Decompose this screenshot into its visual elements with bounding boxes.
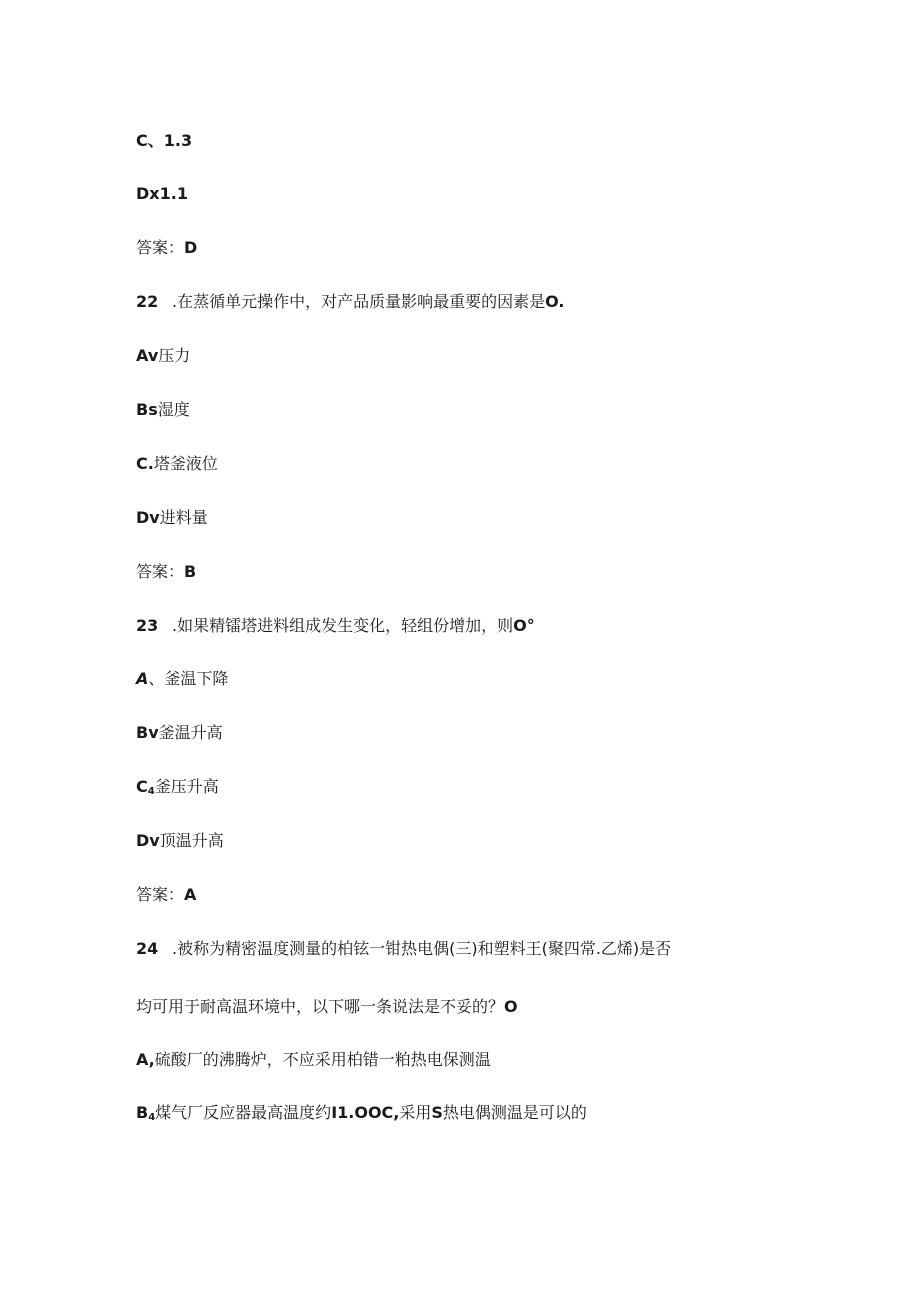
option-d-q22 <box>136 508 208 528</box>
question-24 <box>136 939 671 959</box>
option-label: Bv <box>136 723 159 742</box>
option-text: 热电偶测温是可以的 <box>442 1103 587 1122</box>
question-number: 23 <box>136 616 159 635</box>
question-23 <box>136 616 535 636</box>
option-a-q22 <box>136 346 190 366</box>
answer-value: D <box>184 238 198 257</box>
option-label: Av <box>136 346 159 365</box>
option-text: 采用 <box>399 1103 432 1122</box>
answer-label: 答案： <box>136 238 185 257</box>
option-text: 进料量 <box>159 508 208 527</box>
option-text: 煤气厂反应器最高温度约 <box>155 1103 332 1122</box>
option-text-value: I1.OOC, <box>331 1103 400 1122</box>
option-text: 压力 <box>158 346 191 365</box>
question-24-continued <box>136 997 518 1017</box>
option-c-q23 <box>136 777 219 802</box>
option-label-subscript: 4 <box>148 1112 156 1123</box>
question-22 <box>136 292 564 312</box>
option-text-value: S <box>431 1103 443 1122</box>
answer-value: B <box>184 562 197 581</box>
option-text: 、釜温下降 <box>148 669 229 688</box>
option-label-subscript: 4 <box>147 786 155 797</box>
answer-label: 答案： <box>136 885 185 904</box>
answer-q23 <box>136 885 196 905</box>
question-blank: O° <box>513 616 535 635</box>
question-number: 24 <box>136 939 159 958</box>
option-text: 釜温升高 <box>158 723 223 742</box>
option-text: 顶温升高 <box>159 831 224 850</box>
question-text: .在蒸循单元操作中，对产品质量影响最重要的因素是 <box>172 292 546 311</box>
option-label: Dv <box>136 508 160 527</box>
option-label: C <box>136 777 148 796</box>
option-label: Bs <box>136 400 158 419</box>
question-blank: O <box>504 997 518 1016</box>
answer-value: A <box>184 885 197 904</box>
option-text: 塔釜液位 <box>153 454 218 473</box>
option-text: 湿度 <box>157 400 190 419</box>
option-b-q22 <box>136 400 190 420</box>
option-label: Dv <box>136 831 160 850</box>
option-b-q23 <box>136 723 223 743</box>
question-text: .如果精镭塔进料组成发生变化，轻组份增加，则 <box>172 616 514 635</box>
option-c-q21 <box>136 131 192 151</box>
question-text: 均可用于耐高温环境中，以下哪一条说法是不妥的？ <box>136 997 505 1016</box>
option-c-q22 <box>136 454 218 474</box>
option-d-q23 <box>136 831 224 851</box>
option-label: C. <box>136 454 154 473</box>
option-label: A <box>136 669 149 688</box>
option-text: Dx1.1 <box>136 184 188 203</box>
question-number: 22 <box>136 292 159 311</box>
question-text: .被称为精密温度测量的柏铉一钳热电偶(三)和塑料王(聚四常.乙烯)是否 <box>172 939 672 958</box>
answer-label: 答案： <box>136 562 185 581</box>
question-blank: O. <box>545 292 565 311</box>
option-a-q23 <box>136 669 228 689</box>
option-text: 硫酸厂的沸腾炉，不应采用柏错一粕热电保测温 <box>154 1050 491 1069</box>
answer-q22 <box>136 562 196 582</box>
option-d-q21 <box>136 184 188 204</box>
option-text: 釜压升高 <box>154 777 219 796</box>
option-label: A, <box>136 1050 155 1069</box>
option-label: B <box>136 1103 149 1122</box>
option-b-q24 <box>136 1103 587 1128</box>
option-text: 1.3 <box>163 131 193 150</box>
answer-q21 <box>136 238 197 258</box>
option-label: C、 <box>136 131 164 150</box>
option-a-q24 <box>136 1050 491 1070</box>
